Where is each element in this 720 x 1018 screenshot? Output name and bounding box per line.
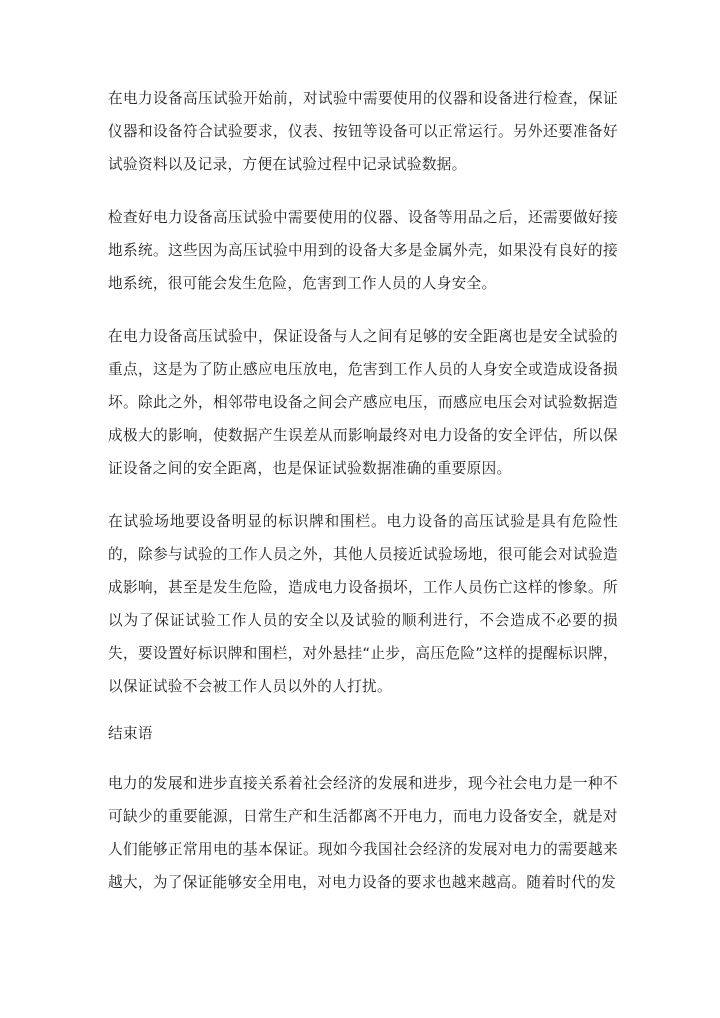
document-body	[108, 82, 618, 919]
paragraph-signs-and-fences: 在试验场地要设备明显的标识牌和围栏。电力设备的高压试验是具有危险性的，除参与试验的工作人员之外，其他人员接近试验场地，很可能会对试验造成影响，甚至是发生危险，造成电力设备损坏，工作人员伤亡这样的惨象。所以为了保证试验工作人员的安全以及试验的顺利进行，不会造成不必要的损失，要设置好标识牌和围栏，对外悬挂“止步，高压危险”这样的提醒标识牌，以保证试验不会被工作人员以外的人打扰。	[108, 513, 618, 695]
paragraph-conclusion: 电力的发展和进步直接关系着社会经济的发展和进步，现今社会电力是一种不可缺少的重要能源，日常生产和生活都离不开电力，而电力设备安全，就是对人们能够正常用电的基本保证。现如今我国社会经济的发展对电力的需要越来越大，为了保证能够安全用电，对电力设备的要求也越来越高。随着时代的发	[108, 775, 618, 891]
paragraph-grounding-system: 检查好电力设备高压试验中需要使用的仪器、设备等用品之后，还需要做好接地系统。这些因为高压试验中用到的设备大多是金属外壳，如果没有良好的接地系统，很可能会发生危险，危害到工作人员的人身安全。	[108, 209, 618, 292]
paragraph-safety-distance: 在电力设备高压试验中，保证设备与人之间有足够的安全距离也是安全试验的重点，这是为了防止感应电压放电，危害到工作人员的人身安全或造成设备损坏。除此之外，相邻带电设备之间会产感应电压，而感应电压会对试验数据造成极大的影响，使数据产生误差从而影响最终对电力设备的安全评估，所以保证设备之间的安全距离，也是保证试验数据准确的重要原因。	[108, 328, 618, 477]
paragraph-equipment-check: 在电力设备高压试验开始前，对试验中需要使用的仪器和设备进行检查，保证仪器和设备符合试验要求，仪表、按钮等设备可以正常运行。另外还要准备好试验资料以及记录，方便在试验过程中记录试验数据。	[108, 90, 618, 173]
section-heading-conclusion: 结束语	[108, 725, 153, 742]
